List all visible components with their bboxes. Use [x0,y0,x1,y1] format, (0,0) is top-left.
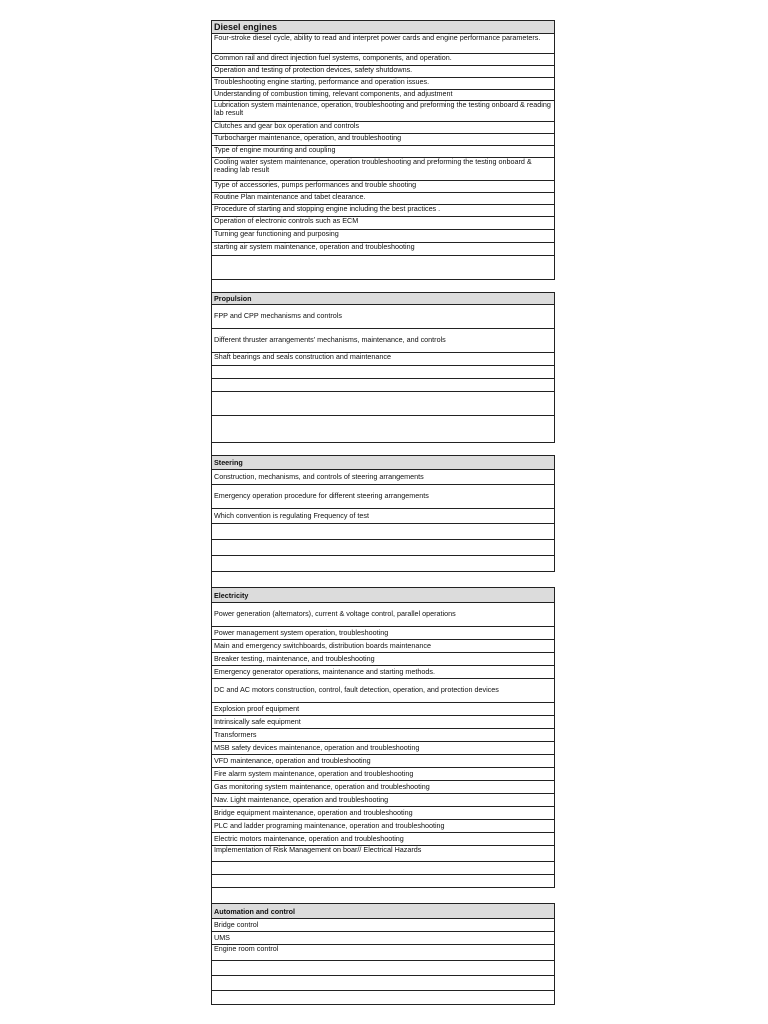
table-row: Engine room control [211,945,555,961]
spacer [211,443,555,455]
section-automation-control [211,903,555,1005]
table-row: PLC and ladder programing maintenance, operation and troubleshooting [211,820,555,833]
section-title: Diesel engines [211,20,555,34]
table-row: Troubleshooting engine starting, performance and operation issues. [211,78,555,90]
table-row: starting air system maintenance, operation and troubleshooting [211,243,555,256]
table-row: Electric motors maintenance, operation and troubleshooting [211,833,555,846]
table-row: Emergency generator operations, maintenance and starting methods. [211,666,555,679]
table-row-empty [211,540,555,556]
table-row: Explosion proof equipment [211,703,555,716]
table-row: FPP and CPP mechanisms and controls [211,305,555,329]
table-row-empty [211,256,555,280]
section-diesel-engines [211,20,555,280]
section-propulsion [211,292,555,443]
table-row: Cooling water system maintenance, operation troubleshooting and preforming the testing onboard & reading lab result [211,158,555,181]
table-row: DC and AC motors construction, control, fault detection, operation, and protection devices [211,679,555,703]
table-row: Clutches and gear box operation and controls [211,122,555,134]
section-title: Propulsion [211,292,555,305]
table-row: Procedure of starting and stopping engine including the best practices . [211,205,555,217]
table-row-empty [211,862,555,875]
table-row-empty [211,875,555,888]
table-row-empty [211,991,555,1005]
checklist-sheet [211,20,555,1005]
section-title: Automation and control [211,903,555,919]
table-row: Bridge equipment maintenance, operation and troubleshooting [211,807,555,820]
table-row-empty [211,556,555,572]
table-row: Type of engine mounting and coupling [211,146,555,158]
table-row: Type of accessories, pumps performances and trouble shooting [211,181,555,193]
table-row: Fire alarm system maintenance, operation and troubleshooting [211,768,555,781]
table-row: Bridge control [211,919,555,932]
table-row-empty [211,416,555,443]
table-row: MSB safety devices maintenance, operation and troubleshooting [211,742,555,755]
table-row: Operation of electronic controls such as ECM [211,217,555,230]
table-row: Transformers [211,729,555,742]
table-row: Emergency operation procedure for different steering arrangements [211,485,555,509]
table-row: Lubrication system maintenance, operation, troubleshooting and preforming the testing onboard & reading lab result [211,101,555,122]
table-row: Common rail and direct injection fuel systems, components, and operation. [211,54,555,66]
section-electricity [211,587,555,888]
table-row: Intrinsically safe equipment [211,716,555,729]
table-row: Four-stroke diesel cycle, ability to read and interpret power cards and engine performance parameters. [211,34,555,54]
section-steering [211,455,555,572]
table-row: Understanding of combustion timing, relevant components, and adjustment [211,90,555,101]
table-row: Breaker testing, maintenance, and troubleshooting [211,653,555,666]
table-row: Construction, mechanisms, and controls of steering arrangements [211,470,555,485]
table-row: Which convention is regulating Frequency of test [211,509,555,524]
table-row: Operation and testing of protection devices, safety shutdowns. [211,66,555,78]
table-row-empty [211,976,555,991]
table-row: Turning gear functioning and purposing [211,230,555,243]
spacer [211,280,555,292]
table-row-empty [211,392,555,416]
section-title: Steering [211,455,555,470]
table-row-empty [211,524,555,540]
table-row: Gas monitoring system maintenance, operation and troubleshooting [211,781,555,794]
table-row: UMS [211,932,555,945]
table-row: Nav. Light maintenance, operation and troubleshooting [211,794,555,807]
table-row: VFD maintenance, operation and troubleshooting [211,755,555,768]
table-row-empty [211,366,555,379]
table-row: Main and emergency switchboards, distribution boards maintenance [211,640,555,653]
table-row: Turbocharger maintenance, operation, and troubleshooting [211,134,555,146]
table-row-empty [211,961,555,976]
table-row: Power management system operation, troubleshooting [211,627,555,640]
section-title: Electricity [211,587,555,603]
table-row-empty [211,379,555,392]
spacer [211,888,555,903]
table-row: Different thruster arrangements' mechanisms, maintenance, and controls [211,329,555,353]
table-row: Power generation (alternators), current & voltage control, parallel operations [211,603,555,627]
table-row: Implementation of Risk Management on boar// Electrical Hazards [211,846,555,862]
spacer [211,572,555,587]
table-row: Routine Plan maintenance and tabet clearance. [211,193,555,205]
table-row: Shaft bearings and seals construction and maintenance [211,353,555,366]
